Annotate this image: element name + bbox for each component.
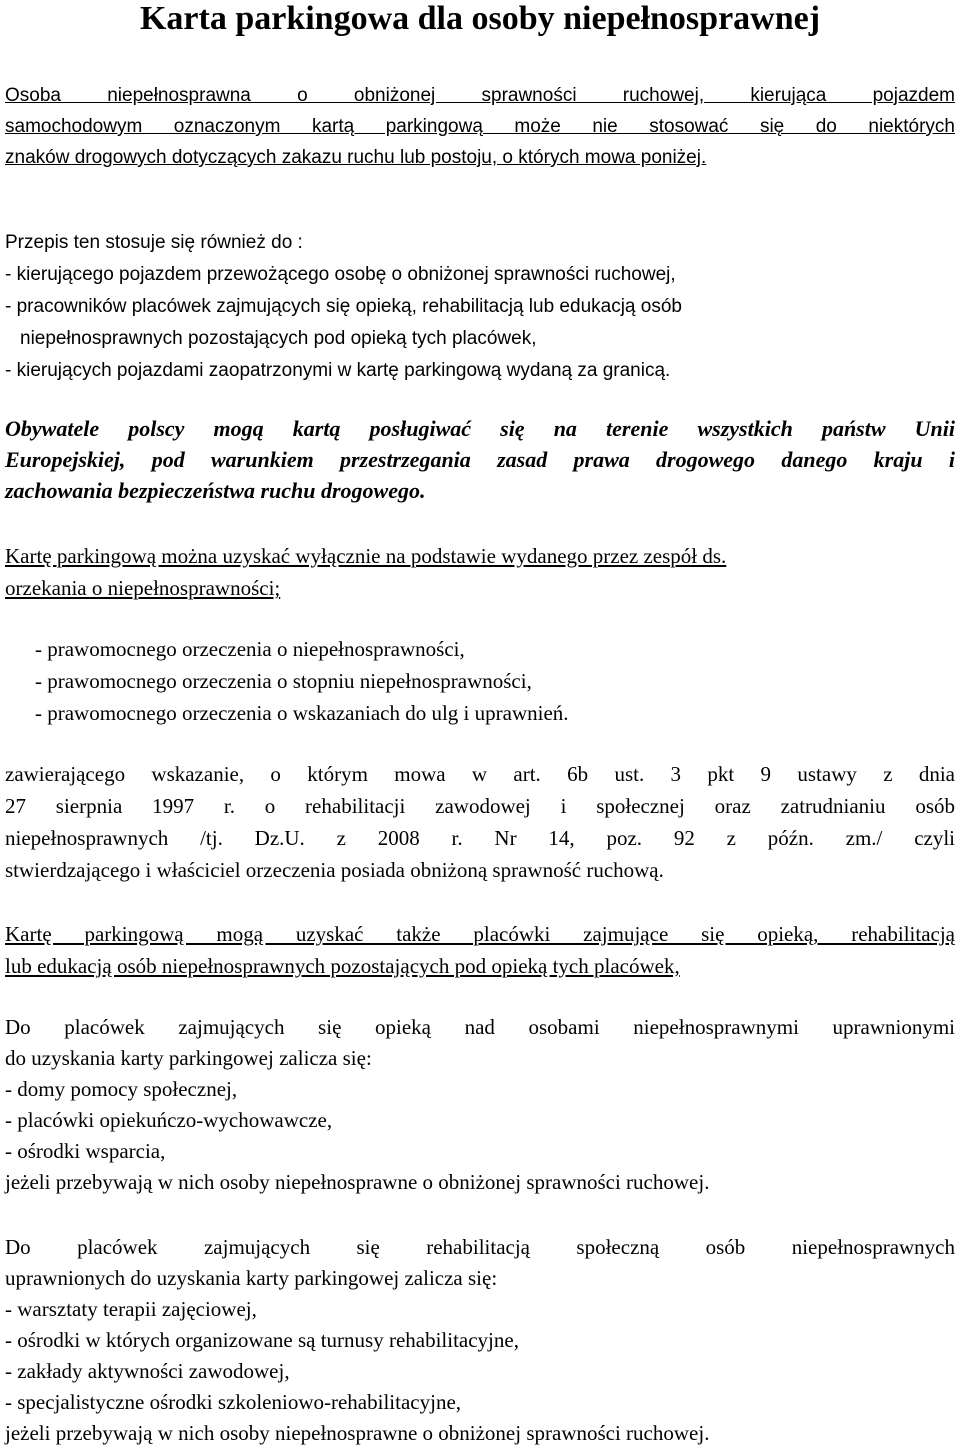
legal-basis-line: stwierdzającego i właściciel orzeczenia posiada obniżoną sprawność ruchową. (5, 858, 664, 882)
legal-basis-line: 27 sierpnia 1997 r. o rehabilitacji zawodowej i społecznej oraz zatrudnianiu osób (5, 794, 955, 818)
intro-line: samochodowym oznaczonym kartą parkingową może nie stosować się do niektórych (5, 116, 955, 137)
list-item: - placówki opiekuńczo-wychowawcze, (5, 1108, 333, 1132)
eu-notice-line: Obywatele polscy mogą kartą posługiwać się na terenie wszystkich państw Unii (5, 416, 955, 441)
list-item: - ośrodki w których organizowane są turnusy rehabilitacyjne, (5, 1328, 519, 1352)
eu-notice-line: Europejskiej, pod warunkiem przestrzegania zasad prawa drogowego danego kraju i (5, 447, 955, 472)
intro-line: Osoba niepełnosprawna o obniżonej sprawności ruchowej, kierująca pojazdem (5, 85, 955, 106)
page-title: Karta parkingowa dla osoby niepełnosprawnej (139, 0, 821, 37)
list-item: - zakłady aktywności zawodowej, (5, 1359, 290, 1383)
eligibility-line: Kartę parkingową można uzyskać wyłącznie na podstawie wydanego przez zespół ds. (5, 544, 727, 568)
rehab-institutions-line: jeżeli przebywają w nich osoby niepełnosprawne o obniżonej sprawności ruchowej. (5, 1421, 710, 1445)
scope-paragraph (5, 227, 955, 387)
list-item: - warsztaty terapii zajęciowej, (5, 1297, 257, 1321)
scope-line: niepełnosprawnych pozostających pod opieką tych placówek, (20, 328, 537, 349)
intro-line: znaków drogowych dotyczących zakazu ruchu lub postoju, o których mowa poniżej. (5, 147, 707, 168)
legal-basis-line: niepełnosprawnych /tj. Dz.U. z 2008 r. Nr 14, poz. 92 z późn. zm./ czyli (5, 826, 955, 850)
intro-paragraph (5, 80, 955, 173)
care-institutions-line: do uzyskania karty parkingowej zalicza się: (5, 1046, 372, 1070)
legal-basis-paragraph (5, 758, 955, 886)
eligibility-paragraph (5, 540, 955, 604)
rehab-institutions-line: uprawnionych do uzyskania karty parkingowej zalicza się: (5, 1266, 498, 1290)
care-institutions-line: jeżeli przebywają w nich osoby niepełnosprawne o obniżonej sprawności ruchowej. (5, 1170, 710, 1194)
care-institutions-paragraph (5, 1012, 955, 1198)
eu-notice-line: zachowania bezpieczeństwa ruchu drogowego. (5, 478, 426, 503)
list-item: - ośrodki wsparcia, (5, 1139, 166, 1163)
list-item: - prawomocnego orzeczenia o niepełnosprawności, (35, 637, 465, 661)
documents-list (5, 633, 955, 729)
care-institutions-line: Do placówek zajmujących się opieką nad osobami niepełnosprawnymi uprawnionymi (5, 1015, 955, 1039)
list-item: - prawomocnego orzeczenia o wskazaniach do ulg i uprawnień. (35, 701, 569, 725)
legal-basis-line: zawierającego wskazanie, o którym mowa w art. 6b ust. 3 pkt 9 ustawy z dnia (5, 762, 955, 786)
scope-line: - pracowników placówek zajmujących się opieką, rehabilitacją lub edukacją osób (5, 296, 682, 317)
rehab-institutions-line: Do placówek zajmujących się rehabilitacją społeczną osób niepełnosprawnych (5, 1235, 955, 1259)
eu-notice-paragraph (5, 413, 955, 506)
institutions-notice-paragraph (5, 918, 955, 982)
institutions-notice-line: Kartę parkingową mogą uzyskać także placówki zajmujące się opieką, rehabilitacją (5, 922, 955, 946)
scope-line: - kierujących pojazdami zaopatrzonymi w kartę parkingową wydaną za granicą. (5, 360, 671, 381)
scope-line: Przepis ten stosuje się również do : (5, 232, 303, 253)
list-item: - domy pomocy społecznej, (5, 1077, 238, 1101)
list-item: - specjalistyczne ośrodki szkoleniowo-rehabilitacyjne, (5, 1390, 462, 1414)
list-item: - prawomocnego orzeczenia o stopniu niepełnosprawności, (35, 669, 532, 693)
scope-line: - kierującego pojazdem przewożącego osobę o obniżonej sprawności ruchowej, (5, 264, 676, 285)
rehab-institutions-paragraph (5, 1232, 955, 1449)
eligibility-line: orzekania o niepełnosprawności; (5, 576, 281, 600)
institutions-notice-line: lub edukacją osób niepełnosprawnych pozostających pod opieką tych placówek, (5, 954, 680, 978)
